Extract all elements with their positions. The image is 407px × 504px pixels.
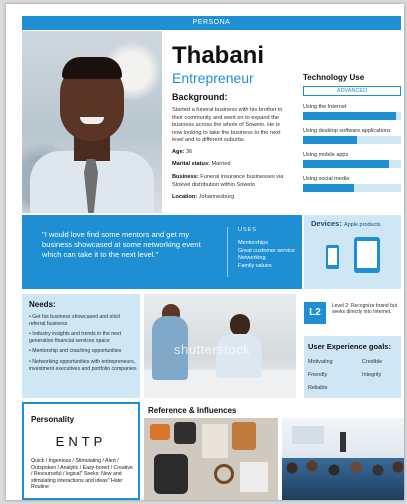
ux-goal: Reliable: [308, 385, 328, 391]
tech-bar-track: [303, 160, 401, 168]
tech-row-internet: [303, 104, 401, 120]
uses-heading: USES: [238, 227, 257, 233]
marital-label: Marital status:: [172, 161, 210, 167]
personality-panel: [22, 402, 140, 500]
level-text: Level 2: Recognize brand but seeks directly into Internet.: [332, 303, 398, 316]
tablet-icon: [354, 237, 380, 273]
phone-icon: [326, 245, 339, 269]
persona-header: PERSONA: [22, 16, 401, 30]
conference-photo: [282, 418, 404, 500]
persona-name: Thabani: [172, 42, 265, 69]
persona-quote: "I would love find some mentors and get my business showcased at some networking event which can take it to the next level.": [42, 230, 201, 259]
marital-row: [172, 161, 292, 169]
ux-goal: Friendly: [308, 372, 328, 378]
technology-level-badge: ADVANCED: [303, 86, 401, 96]
devices-panel: [304, 215, 401, 289]
needs-list: [29, 314, 137, 376]
devices-title: [311, 219, 381, 228]
uses-list: [238, 240, 295, 270]
references-title: Reference & Influences: [148, 406, 237, 415]
needs-item: • Networking opportunities with entrepreneurs, investment executives and portfolio companies: [29, 358, 137, 372]
profile-photo: [22, 31, 162, 213]
personality-type: ENTP: [55, 434, 107, 449]
tech-bar-track: [303, 112, 401, 120]
age-label: Age:: [172, 149, 185, 155]
ux-goal: Motivating: [308, 359, 333, 365]
flatlay-photo: [144, 418, 278, 500]
ux-goal: Integrity: [362, 372, 382, 378]
ux-goals-panel: [304, 336, 401, 398]
meeting-photo: [144, 294, 296, 398]
tech-label: Using desktop software applications: [303, 128, 391, 134]
tech-bar-track: [303, 136, 401, 144]
persona-role: Entrepreneur: [172, 70, 254, 86]
tech-bar-fill: [303, 136, 357, 144]
business-row: [172, 174, 292, 189]
tech-row-desktop: [303, 128, 401, 144]
needs-item: • Get his business showcased and elicit referral business: [29, 314, 120, 327]
uses-item: Mentorships: [238, 240, 268, 246]
tech-label: Using the Internet: [303, 104, 347, 110]
needs-item: • Mentorship and coaching opportunities: [29, 348, 122, 355]
marital-value: Married: [211, 161, 231, 167]
location-label: Location:: [172, 194, 198, 200]
background-text: Started a funeral business with his brother in their community and went on to expand the business across the whole of Soweto. He is now looking to take the business to the next level and to different suburbs.: [172, 107, 283, 143]
tech-bar-fill: [303, 112, 396, 120]
needs-title: Needs:: [29, 300, 56, 309]
needs-panel: [22, 294, 140, 398]
needs-item: • Industry insights and trends in the next generation financial services space: [29, 331, 122, 344]
business-value: Funeral insurance businesses via Stokvel distribution within Soweto: [172, 174, 284, 188]
business-label: Business:: [172, 174, 199, 180]
personality-traits: Quick / Ingenious / Stimulating / Alert / Outspoken / Analytic / Easy-bored / Creative / Resourceful / logical" Seeks: New and stimulating interactions and ideas" Hate: Routine: [31, 458, 133, 491]
quote-divider: [227, 227, 228, 277]
age-value: 36: [186, 149, 193, 155]
tech-bar-fill: [303, 184, 354, 192]
ux-goal: Credible: [362, 359, 383, 365]
uses-item: Networking: [238, 255, 266, 261]
age-row: [172, 149, 292, 157]
tech-row-mobile: [303, 152, 401, 168]
persona-sheet: [6, 4, 404, 500]
tech-row-social: [303, 176, 401, 192]
devices-subtitle: Apple products: [343, 222, 381, 228]
uses-item: Family values: [238, 262, 272, 269]
devices-title-label: Devices:: [311, 219, 342, 228]
tech-bar-track: [303, 184, 401, 192]
level-badge: L2: [304, 302, 326, 324]
location-row: [172, 194, 292, 202]
personality-title: Personality: [31, 415, 75, 424]
tech-label: Using mobile apps: [303, 152, 349, 158]
technology-title: Technology Use: [303, 73, 365, 82]
quote-band: [22, 215, 302, 289]
uses-item: Great customer service: [238, 247, 295, 254]
tech-bar-fill: [303, 160, 389, 168]
photo-watermark: shutterstock: [174, 342, 251, 357]
background-title: Background:: [172, 92, 228, 102]
ux-goals-title: User Experience goals:: [308, 342, 391, 351]
tech-label: Using social media: [303, 176, 350, 182]
location-value: Johannesburg: [198, 194, 235, 200]
